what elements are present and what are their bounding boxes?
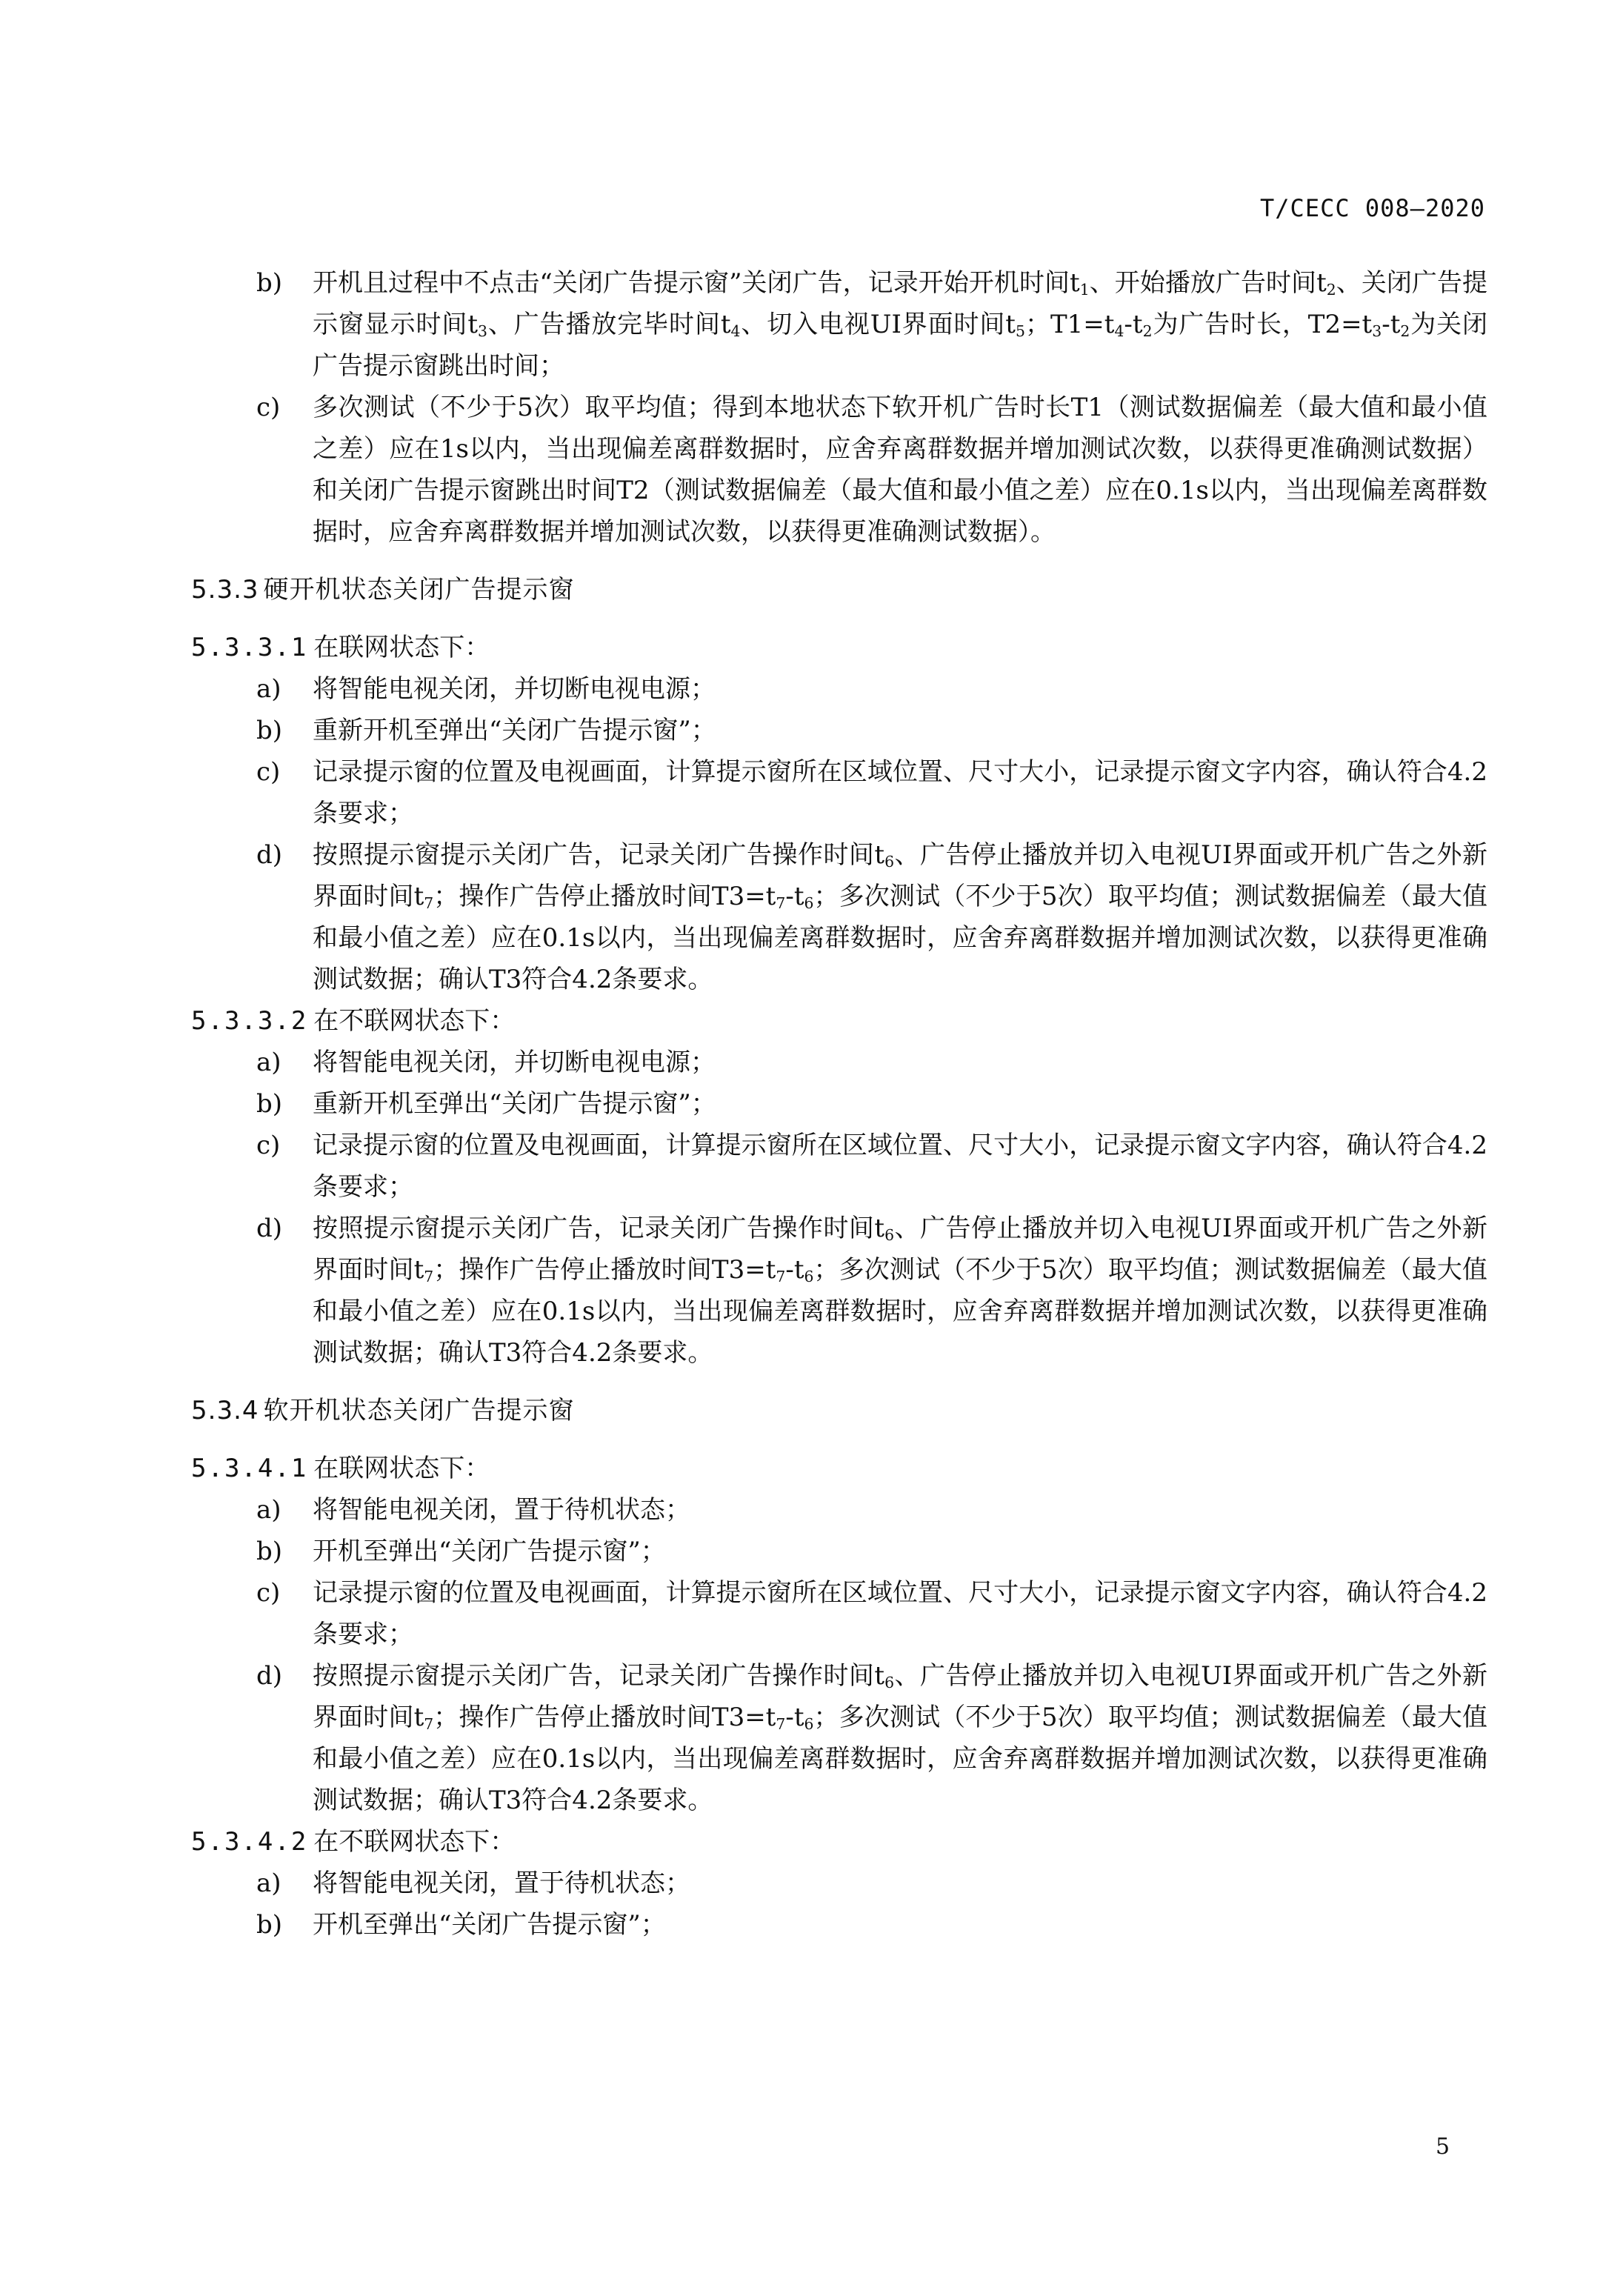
list-item — [191, 834, 1487, 1000]
list-item — [191, 1489, 1487, 1531]
clause-number: 5.3.4.1 — [191, 1454, 308, 1483]
list-item-label: a) — [256, 1869, 281, 1898]
list-item — [191, 387, 1487, 553]
clause-text: 在联网状态下： — [313, 1454, 490, 1483]
list-item-label: b) — [256, 716, 283, 745]
clause-text: 在联网状态下： — [313, 633, 490, 662]
list-item-label: a) — [256, 1495, 281, 1525]
document-body — [191, 262, 1487, 1946]
section-heading — [191, 1390, 1487, 1431]
section-number: 5.3.3 — [191, 575, 259, 605]
clause-text: 在不联网状态下： — [313, 1006, 516, 1036]
list-item-text: 将智能电视关闭，并切断电视电源； — [313, 1048, 716, 1077]
list-item-text: 开机至弹出“关闭广告提示窗”； — [313, 1910, 666, 1940]
list-item-label: c) — [256, 757, 281, 787]
list-item-text: 多次测试（不少于5次）取平均值；得到本地状态下软开机广告时长T1（测试数据偏差（最大值和最小值之差）应在1s以内，当出现偏差离群数据时，应舍弃离群数据并增加测试次数，以获得更准确测试数据）和关闭广告提示窗跳出时间T2（测试数据偏差（最大值和最小值之差）应在0.1s以内，当出现偏差离群数据时，应舍弃离群数据并增加测试次数，以获得更准确测试数据）。 — [313, 393, 1487, 547]
list-item — [191, 1863, 1487, 1904]
list-item — [191, 1904, 1487, 1946]
clause-heading — [191, 1821, 1487, 1863]
clause-number: 5.3.3.2 — [191, 1006, 308, 1036]
section-title: 硬开机状态关闭广告提示窗 — [263, 575, 575, 605]
clause-heading — [191, 1000, 1487, 1042]
page-number: 5 — [1436, 2134, 1450, 2160]
list-item-label: c) — [256, 1131, 281, 1160]
list-item — [191, 1042, 1487, 1083]
clause-text: 在不联网状态下： — [313, 1827, 516, 1857]
list-item — [191, 710, 1487, 751]
list-item-text: 将智能电视关闭，置于待机状态； — [313, 1869, 690, 1898]
list-item-text: 将智能电视关闭，置于待机状态； — [313, 1495, 690, 1525]
clause-heading — [191, 1448, 1487, 1489]
list-item — [191, 262, 1487, 387]
list-item-label: d) — [256, 840, 283, 870]
clause-heading — [191, 627, 1487, 668]
list-item-label: c) — [256, 1578, 281, 1608]
section-number: 5.3.4 — [191, 1396, 259, 1425]
list-item-text: 按照提示窗提示关闭广告，记录关闭广告操作时间$t_6$、广告停止播放并切入电视UI界面或开机广告之外新界面时间$t_7$；操作广告停止播放时间$T3=t_7-t_6$；多次测试（不少于5次）取平均值；测试数据偏差（最大值和最小值之差）应在0.1s以内，当出现偏差离群数据时，应舍弃离群数据并增加测试次数，以获得更准确测试数据；确认T3符合4.2条要求。 — [313, 1214, 1487, 1368]
list-item-text: 重新开机至弹出“关闭广告提示窗”； — [313, 716, 716, 745]
list-item-label: b) — [256, 1537, 283, 1566]
section-heading — [191, 569, 1487, 610]
document-header: T/CECC 008—2020 — [1260, 194, 1485, 222]
list-item — [191, 668, 1487, 710]
list-item-label: d) — [256, 1661, 283, 1691]
list-item-text: 记录提示窗的位置及电视画面，计算提示窗所在区域位置、尺寸大小，记录提示窗文字内容，确认符合4.2条要求； — [313, 1578, 1487, 1649]
list-item-label: c) — [256, 393, 281, 422]
list-item-label: a) — [256, 1048, 281, 1077]
list-item-text: 按照提示窗提示关闭广告，记录关闭广告操作时间$t_6$、广告停止播放并切入电视UI界面或开机广告之外新界面时间$t_7$；操作广告停止播放时间$T3=t_7-t_6$；多次测试（不少于5次）取平均值；测试数据偏差（最大值和最小值之差）应在0.1s以内，当出现偏差离群数据时，应舍弃离群数据并增加测试次数，以获得更准确测试数据；确认T3符合4.2条要求。 — [313, 1661, 1487, 1815]
list-item — [191, 1125, 1487, 1208]
list-item — [191, 1208, 1487, 1374]
list-item-text: 开机至弹出“关闭广告提示窗”； — [313, 1537, 666, 1566]
list-item-text: 记录提示窗的位置及电视画面，计算提示窗所在区域位置、尺寸大小，记录提示窗文字内容，确认符合4.2条要求； — [313, 757, 1487, 828]
list-item — [191, 1531, 1487, 1572]
list-item-text: 将智能电视关闭，并切断电视电源； — [313, 674, 716, 704]
list-item — [191, 1655, 1487, 1821]
section-title: 软开机状态关闭广告提示窗 — [263, 1396, 575, 1425]
list-item-label: a) — [256, 674, 281, 704]
list-item — [191, 751, 1487, 834]
list-item — [191, 1083, 1487, 1125]
list-item-label: b) — [256, 268, 283, 298]
list-item-text: 按照提示窗提示关闭广告，记录关闭广告操作时间$t_6$、广告停止播放并切入电视UI界面或开机广告之外新界面时间$t_7$；操作广告停止播放时间$T3=t_7-t_6$；多次测试（不少于5次）取平均值；测试数据偏差（最大值和最小值之差）应在0.1s以内，当出现偏差离群数据时，应舍弃离群数据并增加测试次数，以获得更准确测试数据；确认T3符合4.2条要求。 — [313, 840, 1487, 994]
list-item-text: 开机且过程中不点击“关闭广告提示窗”关闭广告，记录开始开机时间$t_1$、开始播放广告时间$t_2$、关闭广告提示窗显示时间$t_3$、广告播放完毕时间$t_4$、切入电视UI界面时间$t_5$；$T1=t_4-t_2$为广告时长，$T2=t_3-t_2$为关闭广告提示窗跳出时间； — [313, 268, 1488, 381]
list-item-label: b) — [256, 1910, 283, 1940]
list-item-text: 记录提示窗的位置及电视画面，计算提示窗所在区域位置、尺寸大小，记录提示窗文字内容，确认符合4.2条要求； — [313, 1131, 1487, 1202]
list-item-text: 重新开机至弹出“关闭广告提示窗”； — [313, 1089, 716, 1119]
clause-number: 5.3.3.1 — [191, 633, 308, 662]
list-item-label: b) — [256, 1089, 283, 1119]
clause-number: 5.3.4.2 — [191, 1827, 308, 1857]
list-item-label: d) — [256, 1214, 283, 1243]
list-item — [191, 1572, 1487, 1655]
